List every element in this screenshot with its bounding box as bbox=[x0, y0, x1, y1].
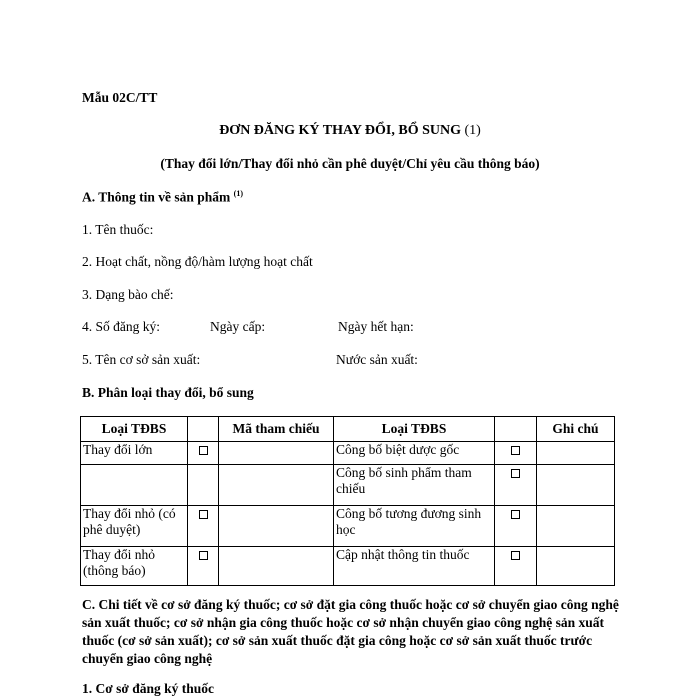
form-code: Mẫu 02C/TT bbox=[82, 90, 158, 105]
col-header-type: Loại TĐBS bbox=[81, 417, 188, 442]
row-left-label: Thay đổi nhỏ (thông báo) bbox=[81, 547, 188, 586]
col-header-type-2: Loại TĐBS bbox=[334, 417, 495, 442]
reference-cell bbox=[219, 547, 334, 586]
reference-cell bbox=[219, 506, 334, 547]
section-c-subheading: 1. Cơ sở đăng ký thuốc bbox=[82, 681, 214, 696]
field-drug-name: 1. Tên thuốc: bbox=[82, 222, 154, 237]
checkbox[interactable] bbox=[511, 446, 520, 455]
field-manufacturer: 5. Tên cơ sở sản xuất: bbox=[82, 352, 201, 367]
row-right-label: Công bố sinh phẩm tham chiếu bbox=[334, 465, 495, 506]
table-row bbox=[81, 442, 615, 465]
row-left-label bbox=[81, 465, 188, 506]
page-title bbox=[0, 123, 700, 139]
row-left-label: Thay đổi nhỏ (có phê duyệt) bbox=[81, 506, 188, 547]
field-country: Nước sản xuất: bbox=[336, 352, 418, 367]
subtitle: (Thay đổi lớn/Thay đổi nhỏ cần phê duyệt/Chỉ yêu cầu thông báo) bbox=[160, 156, 540, 171]
notes-cell bbox=[537, 506, 615, 547]
section-c-heading: C. Chi tiết về cơ sở đăng ký thuốc; cơ sở đặt gia công thuốc hoặc cơ sở chuyển giao công nghệ sản xuất thuốc; cơ sở nhận gia công thuốc hoặc cơ sở nhận chuyển giao công nghệ sản xuất thuốc (cơ sở sản xuất); cơ sở sản xuất thuốc đặt gia công hoặc cơ sở sản xuất thuốc trước chuyển giao công nghệ bbox=[82, 597, 619, 666]
table-row bbox=[81, 547, 615, 586]
notes-cell bbox=[537, 442, 615, 465]
reference-cell bbox=[219, 442, 334, 465]
checkbox[interactable] bbox=[199, 446, 208, 455]
field-dosage-form: 3. Dạng bào chế: bbox=[82, 287, 174, 302]
col-header-reference: Mã tham chiếu bbox=[219, 417, 334, 442]
title-text: ĐƠN ĐĂNG KÝ THAY ĐỔI, BỔ SUNG bbox=[219, 123, 461, 138]
checkbox[interactable] bbox=[199, 510, 208, 519]
field-registration-no: 4. Số đăng ký: bbox=[82, 319, 161, 334]
field-expiry-date: Ngày hết hạn: bbox=[338, 319, 414, 334]
section-a-note: (1) bbox=[233, 189, 243, 198]
section-b-heading: B. Phân loại thay đổi, bổ sung bbox=[82, 385, 254, 400]
section-a-heading bbox=[82, 189, 243, 206]
notes-cell bbox=[537, 465, 615, 506]
checkbox[interactable] bbox=[511, 551, 520, 560]
row-right-label: Cập nhật thông tin thuốc bbox=[334, 547, 495, 586]
table-row bbox=[81, 465, 615, 506]
reference-cell bbox=[219, 465, 334, 506]
checkbox[interactable] bbox=[511, 469, 520, 478]
notes-cell bbox=[537, 547, 615, 586]
field-issue-date: Ngày cấp: bbox=[210, 319, 266, 334]
checkbox[interactable] bbox=[511, 510, 520, 519]
row-right-label: Công bố biệt dược gốc bbox=[334, 442, 495, 465]
col-header-check bbox=[188, 417, 219, 442]
row-left-label: Thay đổi lớn bbox=[81, 442, 188, 465]
title-note: (1) bbox=[464, 123, 481, 138]
col-header-check-2 bbox=[495, 417, 537, 442]
table-row bbox=[81, 506, 615, 547]
col-header-notes: Ghi chú bbox=[537, 417, 615, 442]
checkbox[interactable] bbox=[199, 551, 208, 560]
field-active-ingredient: 2. Hoạt chất, nồng độ/hàm lượng hoạt chất bbox=[82, 254, 313, 269]
section-a-title: A. Thông tin về sản phẩm bbox=[82, 189, 231, 205]
change-classification-table bbox=[80, 416, 615, 586]
row-right-label: Công bố tương đương sinh học bbox=[334, 506, 495, 547]
